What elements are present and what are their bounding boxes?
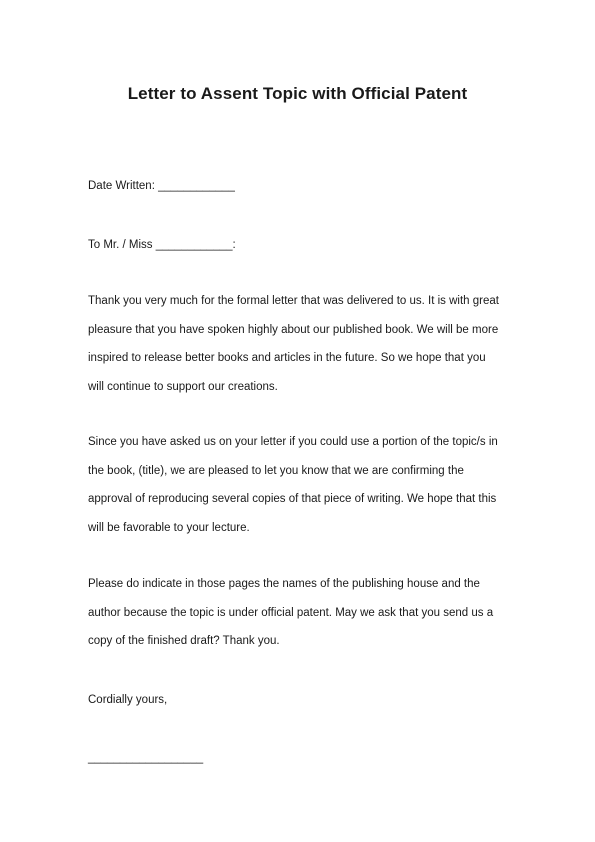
- closing-line: Cordially yours,: [88, 694, 168, 706]
- paragraph-line: approval of reproducing several copies of that piece of writing. We hope that this: [88, 493, 497, 506]
- body-paragraph-3: [88, 577, 518, 663]
- paragraph-line: the book, (title), we are pleased to let you know that we are confirming the: [88, 464, 464, 477]
- body-paragraph-2: [88, 435, 518, 550]
- paragraph-line: author because the topic is under official patent. May we ask that you send us a: [88, 606, 494, 619]
- paragraph-line: Please do indicate in those pages the names of the publishing house and the: [88, 578, 480, 590]
- recipient-line: To Mr. / Miss ____________:: [88, 239, 236, 251]
- paragraph-line: Since you have asked us on your letter if you could use a portion of the topic/s in: [88, 436, 498, 448]
- paragraph-line: pleasure that you have spoken highly about our published book. We will be more: [88, 323, 499, 336]
- body-paragraph-1: [88, 294, 518, 409]
- paragraph-line: Thank you very much for the formal letter that was delivered to us. It is with great: [88, 295, 499, 307]
- paragraph-line: will be favorable to your lecture.: [88, 522, 250, 535]
- paragraph-line: inspired to release better books and articles in the future. So we hope that you: [88, 352, 486, 365]
- date-written-line: Date Written: ____________: [88, 180, 235, 192]
- letter-title: Letter to Assent Topic with Official Patent: [127, 84, 468, 103]
- paragraph-line: will continue to support our creations.: [88, 381, 278, 394]
- signature-line: __________________: [88, 752, 204, 764]
- paragraph-line: copy of the finished draft? Thank you.: [88, 635, 280, 648]
